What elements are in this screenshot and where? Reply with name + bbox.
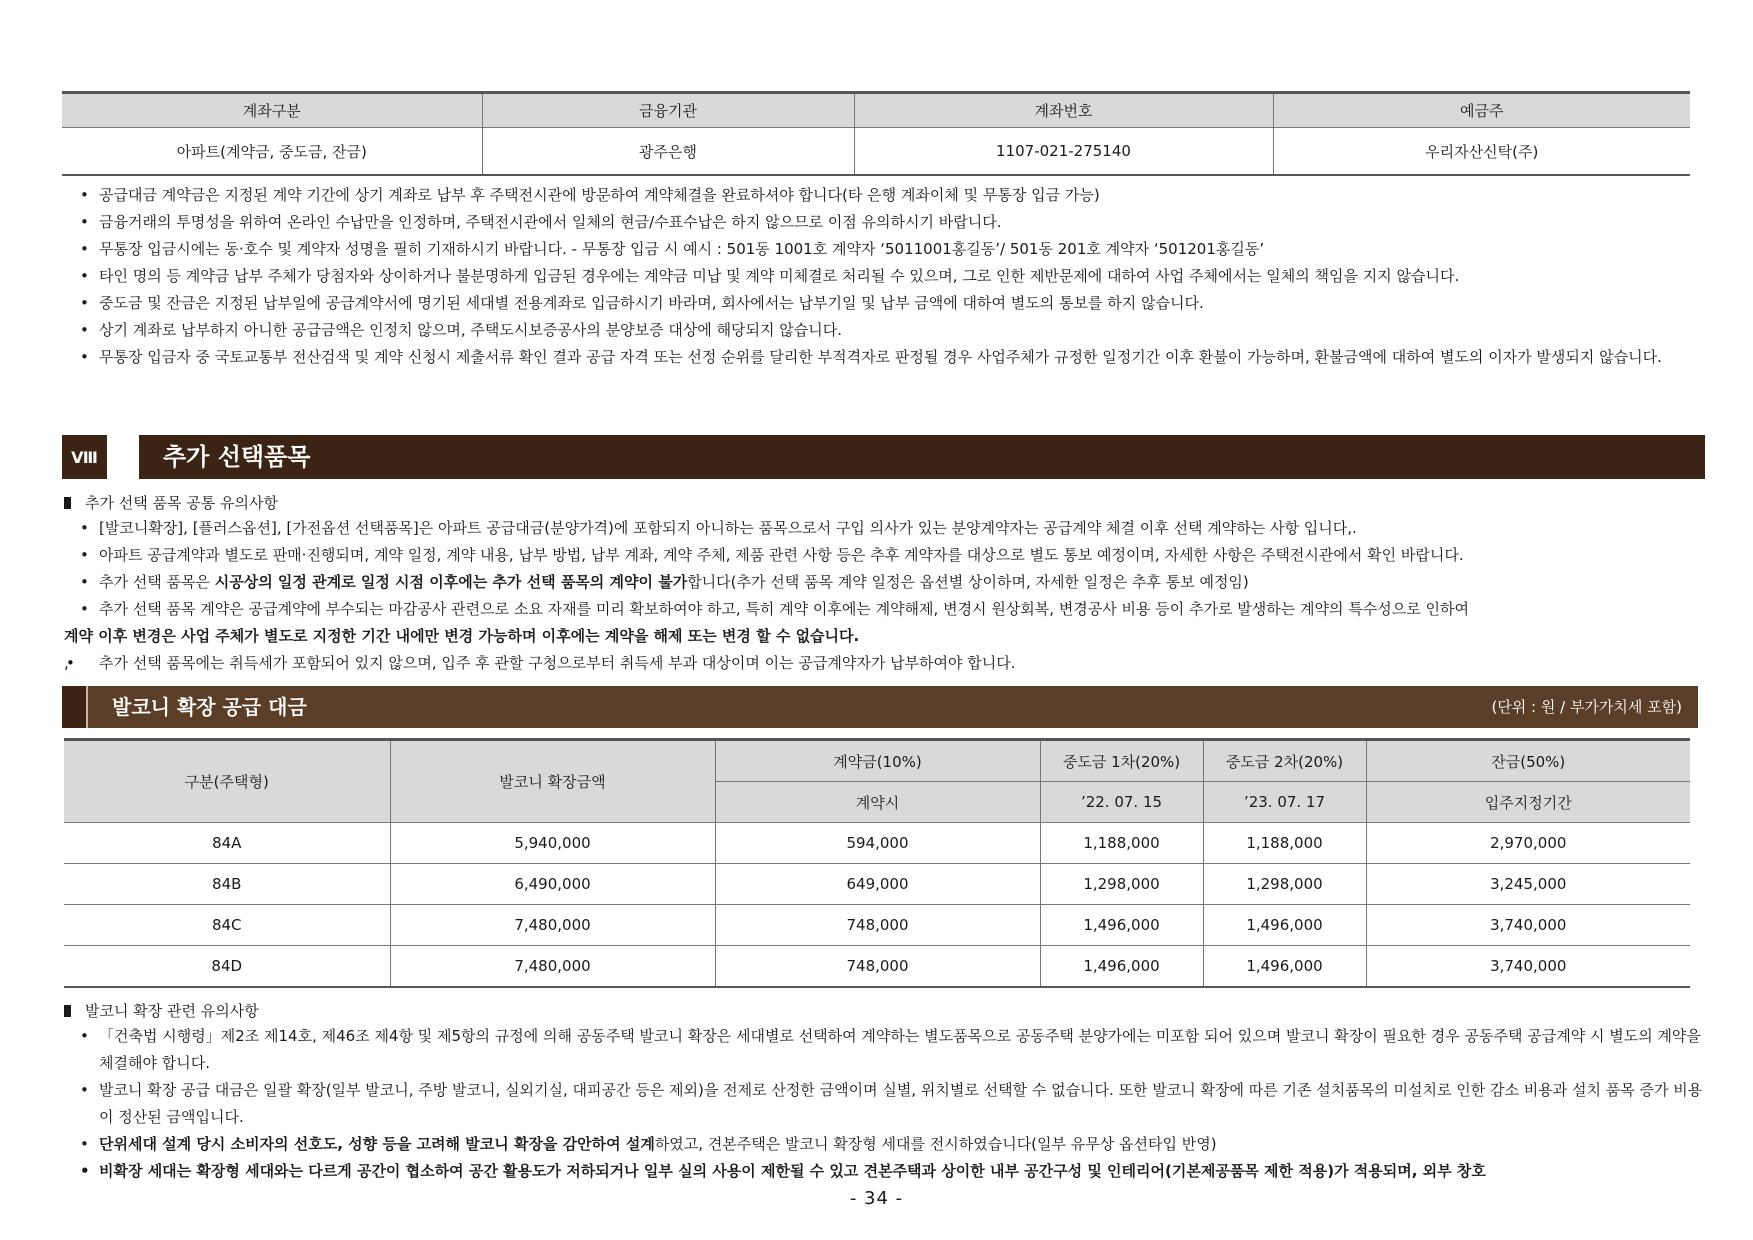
cell-mid2: 1,496,000 bbox=[1203, 905, 1366, 946]
cell-type: 84D bbox=[64, 946, 390, 988]
header-mid2-when: ’23. 07. 17 bbox=[1203, 782, 1366, 823]
cell-balance: 3,740,000 bbox=[1366, 905, 1690, 946]
header-mid2: 중도금 2차(20%) bbox=[1203, 740, 1366, 782]
table-row bbox=[64, 823, 1690, 864]
header-account-type: 계좌구분 bbox=[62, 93, 482, 128]
cell-type: 84A bbox=[64, 823, 390, 864]
account-table-header bbox=[62, 93, 1690, 128]
cell-mid1: 1,188,000 bbox=[1040, 823, 1203, 864]
cell-mid1: 1,496,000 bbox=[1040, 905, 1203, 946]
note-text: 추가 선택 품목에는 취득세가 포함되어 있지 않으며, 입주 후 관할 구청으로부터 취득세 부과 대상이며 이는 공급계약자가 납부하여야 합니다. bbox=[99, 654, 1016, 672]
cell-mid1: 1,298,000 bbox=[1040, 864, 1203, 905]
cell-deposit: 748,000 bbox=[715, 905, 1040, 946]
note-text: 추가 선택 품목은 bbox=[99, 573, 215, 591]
cell-mid2: 1,496,000 bbox=[1203, 946, 1366, 988]
square-bullet-icon bbox=[64, 497, 71, 509]
cell-type: 84C bbox=[64, 905, 390, 946]
header-bank: 금융기관 bbox=[482, 93, 854, 128]
list-item bbox=[78, 1131, 1704, 1158]
price-table-header bbox=[64, 740, 1690, 782]
section-title-bar bbox=[139, 435, 1705, 479]
note-emphasis: 시공상의 일정 관계로 일정 시점 이후에는 추가 선택 품목의 계약이 불가 bbox=[214, 573, 688, 591]
header-balance: 잔금(50%) bbox=[1366, 740, 1690, 782]
list-item: • 금융거래의 투명성을 위하여 온라인 수납만을 인정하며, 주택전시관에서 일체의 현금/수표수납은 하지 않으므로 이점 유의하시기 바랍니다. bbox=[78, 209, 1698, 236]
cell-balance: 3,740,000 bbox=[1490, 957, 1567, 975]
table-row bbox=[64, 905, 1690, 946]
list-item: • 무통장 입금시에는 동·호수 및 계약자 성명을 필히 기재하시기 바랍니다. - 무통장 입금 시 예시 : 501동 1001호 계약자 ‘5011001홍길동’/ 501동 201호 계약자 ‘501201홍길동’ bbox=[78, 236, 1698, 263]
header-type: 구분(주택형) bbox=[64, 740, 390, 823]
note-emphasis: 단위세대 설계 당시 소비자의 선호도, 성향 등을 고려해 발코니 확장을 감안하여 설계 bbox=[99, 1135, 655, 1153]
notes-heading bbox=[64, 999, 1704, 1023]
cell-mid2: 1,188,000 bbox=[1203, 823, 1366, 864]
table-row bbox=[64, 946, 1690, 988]
cell-account-holder: 우리자산신탁(주) bbox=[1425, 142, 1539, 161]
cell-bank: 광주은행 bbox=[482, 128, 854, 176]
cell-deposit: 748,000 bbox=[715, 946, 1040, 988]
note-text: 하였고, 견본주택은 발코니 확장형 세대를 전시하였습니다(일부 유무상 옵션타입 반영) bbox=[654, 1135, 1217, 1153]
note-text: 추가 선택 품목 계약은 공급계약에 부수되는 마감공사 관련으로 소요 자재를 미리 확보하여야 하고, 특히 계약 이후에는 계약해제, 변경시 원상회복, 변경공사 비용 등이 추가로 발생하는 계약의 특수성으로 인하여 bbox=[99, 600, 1469, 618]
table-row bbox=[62, 128, 1690, 176]
page-number: - 34 - bbox=[849, 1188, 904, 1209]
list-item: • 「건축법 시행령」제2조 제14호, 제46조 제4항 및 제5항의 규정에 의해 공동주택 발코니 확장은 세대별로 선택하여 계약하는 별도품목으로 공동주택 분양가에는 미포함 되어 있으며 발코니 확장이 필요한 경우 공동주택 공급계약 시 별도의 계약을 체결해야 합니다. bbox=[78, 1023, 1704, 1077]
list-item bbox=[64, 650, 1704, 677]
cell-balance: 2,970,000 bbox=[1366, 823, 1690, 864]
cell-mid2: 1,298,000 bbox=[1203, 864, 1366, 905]
cell-account-number: 1107-021-275140 bbox=[854, 128, 1273, 176]
list-item: • 타인 명의 등 계약금 납부 주체가 당첨자와 상이하거나 불분명하게 입금된 경우에는 계약금 미납 및 계약 미체결로 처리될 수 있으며, 그로 인한 제반문제에 대하여 사업 주체에서는 일체의 책임을 지지 않습니다. bbox=[78, 263, 1698, 290]
title-bar-accent bbox=[62, 686, 88, 728]
header-deposit-when: 계약시 bbox=[715, 782, 1040, 823]
list-item: • 중도금 및 잔금은 지정된 납부일에 공급계약서에 명기된 세대별 전용계좌로 입금하시기 바라며, 회사에서는 납부기일 및 납부 금액에 대하여 별도의 통보를 하지 않습니다. bbox=[78, 290, 1698, 317]
balcony-title-bar bbox=[62, 686, 1698, 728]
common-notes bbox=[64, 491, 1704, 677]
cell-deposit: 594,000 bbox=[715, 823, 1040, 864]
header-account-holder: 예금주 bbox=[1273, 93, 1690, 128]
header-account-number: 계좌번호 bbox=[854, 93, 1273, 128]
list-item: • 공급대금 계약금은 지정된 계약 기간에 상기 계좌로 납부 후 주택전시관에 방문하여 계약체결을 완료하셔야 합니다(타 은행 계좌이체 및 무통장 입금 가능) bbox=[78, 182, 1698, 209]
account-table bbox=[62, 91, 1690, 176]
table-row bbox=[64, 864, 1690, 905]
header-mid1: 중도금 1차(20%) bbox=[1040, 740, 1203, 782]
header-amount: 발코니 확장금액 bbox=[390, 740, 715, 823]
balcony-notes bbox=[64, 999, 1704, 1185]
cell-mid1: 1,496,000 bbox=[1040, 946, 1203, 988]
section-header bbox=[62, 435, 1705, 479]
list-item bbox=[78, 596, 1704, 623]
cell-amount: 7,480,000 bbox=[390, 946, 715, 988]
square-bullet-icon bbox=[64, 1005, 71, 1017]
stray-comma: • , bbox=[64, 654, 69, 672]
cell-type: 84B bbox=[64, 864, 390, 905]
cell-balance: 3,245,000 bbox=[1366, 864, 1690, 905]
list-item bbox=[78, 569, 1704, 596]
list-item: • 상기 계좌로 납부하지 아니한 공급금액은 인정치 않으며, 주택도시보증공사의 분양보증 대상에 해당되지 않습니다. bbox=[78, 317, 1698, 344]
header-balance-when: 입주지정기간 bbox=[1366, 782, 1690, 823]
cell-amount: 6,490,000 bbox=[390, 864, 715, 905]
notes-heading-text: 추가 선택 품목 공통 유의사항 bbox=[85, 494, 278, 512]
account-notes bbox=[78, 182, 1698, 371]
note-text: 합니다(추가 선택 품목 계약 일정은 옵션별 상이하며, 자세한 일정은 추후 통보 예정임) bbox=[687, 573, 1249, 591]
balcony-title: 발코니 확장 공급 대금 bbox=[112, 695, 307, 719]
header-deposit: 계약금(10%) bbox=[715, 740, 1040, 782]
notes-heading bbox=[64, 491, 1704, 515]
header-mid1-when: ’22. 07. 15 bbox=[1040, 782, 1203, 823]
cell-amount: 5,940,000 bbox=[390, 823, 715, 864]
cell-account-type: 아파트(계약금, 중도금, 잔금) bbox=[62, 128, 482, 176]
unit-note: (단위 : 원 / 부가가치세 포함) bbox=[1491, 698, 1682, 716]
cell-amount: 7,480,000 bbox=[390, 905, 715, 946]
section-title: 추가 선택품목 bbox=[163, 443, 311, 471]
section-number: Ⅷ bbox=[62, 435, 107, 479]
list-item: • 비확장 세대는 확장형 세대와는 다르게 공간이 협소하여 공간 활용도가 저하되거나 일부 실의 사용이 제한될 수 있고 견본주택과 상이한 내부 공간구성 및 인테리어(기본제공품목 제한 적용)가 적용되며, 외부 창호 bbox=[78, 1158, 1704, 1185]
list-item: • 무통장 입금자 중 국토교통부 전산검색 및 계약 신청시 제출서류 확인 결과 공급 자격 또는 선정 순위를 달리한 부적격자로 판정될 경우 사업주체가 규정한 일정기간 이후 환불이 가능하며, 환불금액에 대하여 별도의 이자가 발생되지 않습니다. bbox=[78, 344, 1698, 371]
list-item: • 아파트 공급계약과 별도로 판매·진행되며, 계약 일정, 계약 내용, 납부 방법, 납부 계좌, 계약 주체, 제품 관련 사항 등은 추후 계약자를 대상으로 별도 통보 예정이며, 자세한 사항은 주택전시관에서 확인 바랍니다. bbox=[78, 542, 1704, 569]
list-item: • 발코니 확장 공급 대금은 일괄 확장(일부 발코니, 주방 발코니, 실외기실, 대피공간 등은 제외)을 전제로 산정한 금액이며 실별, 위치별로 선택할 수 없습니다. 또한 발코니 확장에 따른 기존 설치품목의 미설치로 인한 감소 비용과 설치 품목 증가 비용이 정산된 금액입니다. bbox=[78, 1077, 1704, 1131]
balcony-price-table bbox=[64, 738, 1690, 988]
cell-deposit: 649,000 bbox=[715, 864, 1040, 905]
list-item: • [발코니확장], [플러스옵션], [가전옵션 선택품목]은 아파트 공급대금(분양가격)에 포함되지 아니하는 품목으로서 구입 의사가 있는 분양계약자는 공급계약 체결 이후 선택 계약하는 사항 입니다,. bbox=[78, 515, 1704, 542]
note-emphasis: 계약 이후 변경은 사업 주체가 별도로 지정한 기간 내에만 변경 가능하며 이후에는 계약을 해제 또는 변경 할 수 없습니다. bbox=[64, 627, 860, 645]
notes-heading-text: 발코니 확장 관련 유의사항 bbox=[85, 1002, 259, 1020]
